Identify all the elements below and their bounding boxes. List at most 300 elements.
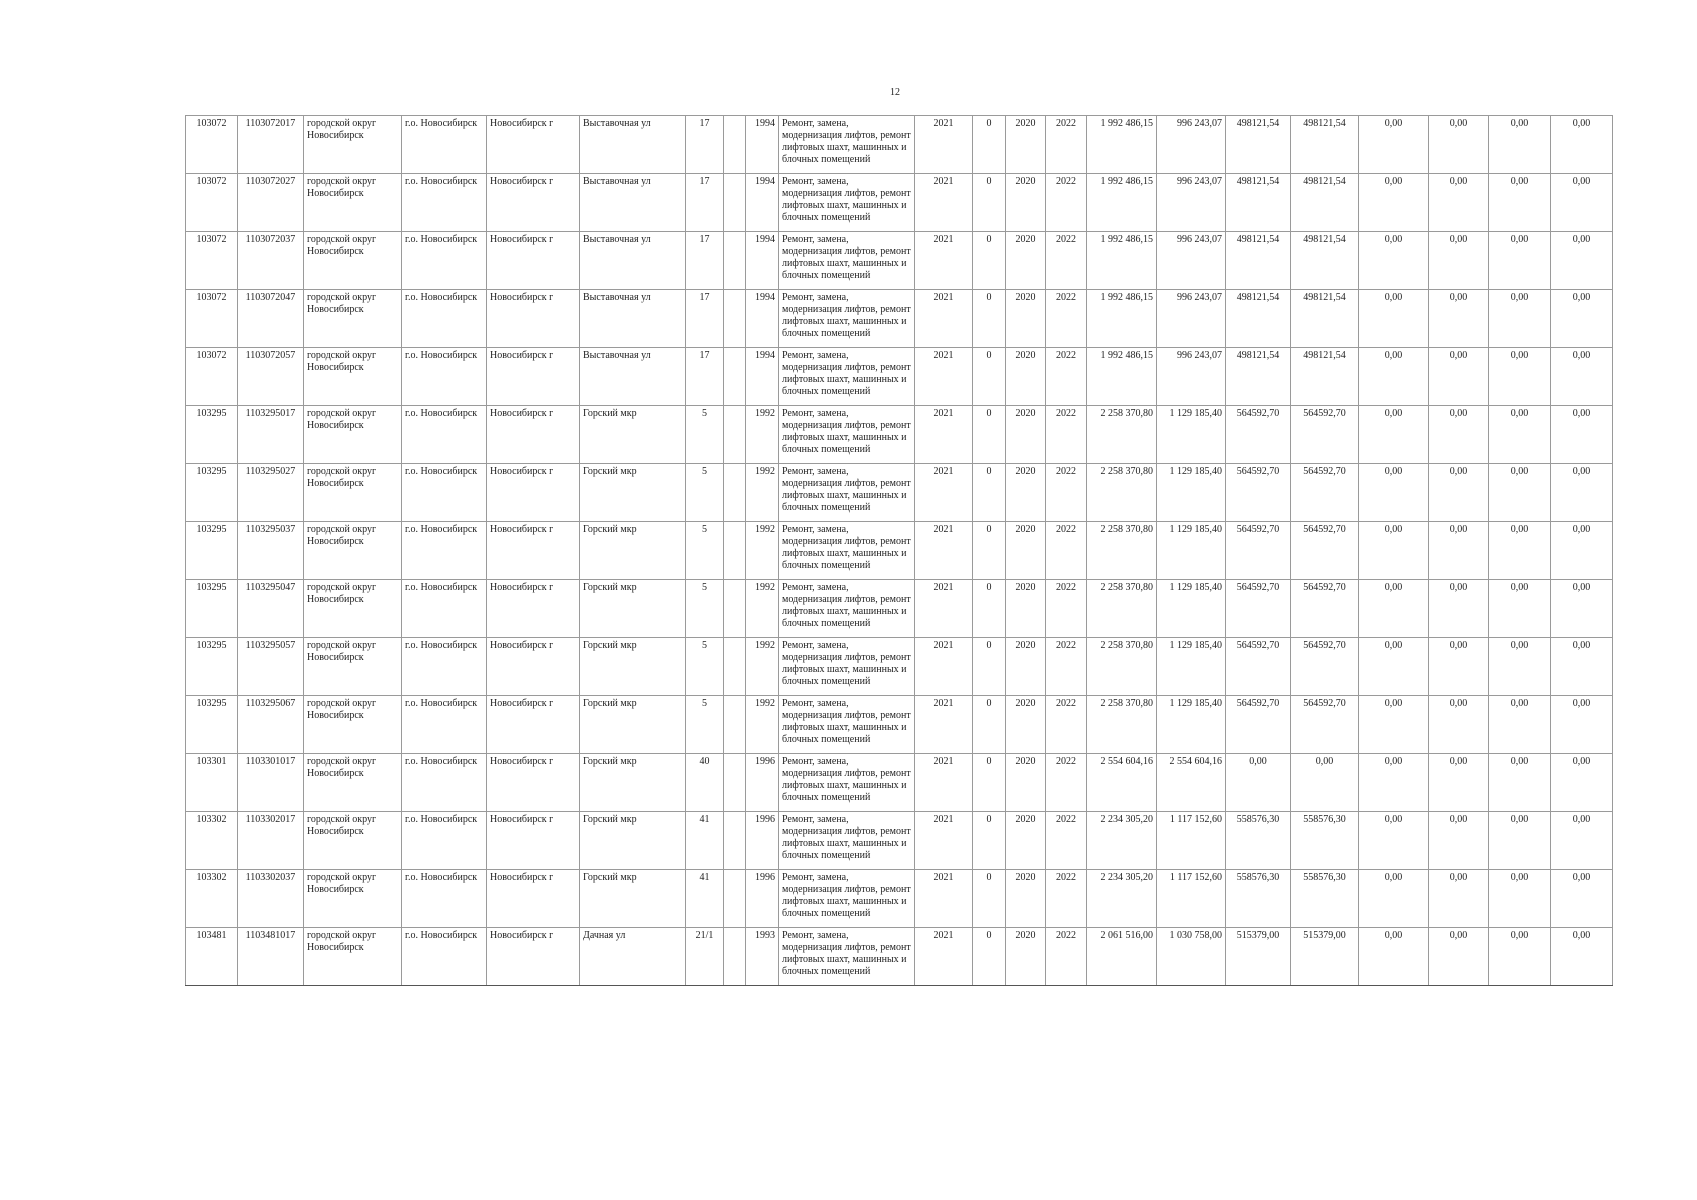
total-cost-cell: 2 554 604,16: [1087, 754, 1157, 812]
commission-year-cell: 1994: [746, 232, 779, 290]
total-cost-cell: 1 992 486,15: [1087, 348, 1157, 406]
other-cost-2-cell: 0,00: [1489, 348, 1551, 406]
street-cell: Выставочная ул: [580, 116, 686, 174]
municipality-cell: городской округ Новосибирск: [304, 812, 402, 870]
plan-year-cell: 2021: [915, 290, 973, 348]
street-cell: Выставочная ул: [580, 290, 686, 348]
plan-year-cell: 2021: [915, 464, 973, 522]
municipality-cell: городской округ Новосибирск: [304, 638, 402, 696]
fund-cost-cell: 1 129 185,40: [1157, 580, 1226, 638]
other-cost-1-cell: 0,00: [1429, 638, 1489, 696]
municipality-cell: городской округ Новосибирск: [304, 754, 402, 812]
settlement-cell: г.о. Новосибирск: [402, 870, 487, 928]
settlement-cell: г.о. Новосибирск: [402, 406, 487, 464]
plan-year-cell: 2021: [915, 754, 973, 812]
regional-cost-cell: 564592,70: [1226, 464, 1291, 522]
work-type-cell: Ремонт, замена, модернизация лифтов, ремонт лифтовых шахт, машинных и блочных помещений: [779, 754, 915, 812]
city-cell: Новосибирск г: [487, 232, 580, 290]
other-cost-3-cell: 0,00: [1551, 696, 1613, 754]
other-cost-1-cell: 0,00: [1429, 696, 1489, 754]
house-number-cell: 17: [686, 116, 724, 174]
other-cost-1-cell: 0,00: [1429, 116, 1489, 174]
total-cost-cell: 2 061 516,00: [1087, 928, 1157, 986]
fund-cost-cell: 996 243,07: [1157, 348, 1226, 406]
element-code-cell: 1103295027: [238, 464, 304, 522]
other-cost-3-cell: 0,00: [1551, 580, 1613, 638]
local-cost-cell: 515379,00: [1291, 928, 1359, 986]
local-cost-cell: 558576,30: [1291, 812, 1359, 870]
city-cell: Новосибирск г: [487, 290, 580, 348]
city-cell: Новосибирск г: [487, 406, 580, 464]
owners-cost-cell: 0,00: [1359, 348, 1429, 406]
period-start-cell: 2020: [1006, 348, 1046, 406]
commission-year-cell: 1992: [746, 638, 779, 696]
owners-cost-cell: 0,00: [1359, 638, 1429, 696]
flag-cell: 0: [973, 870, 1006, 928]
local-cost-cell: 498121,54: [1291, 348, 1359, 406]
period-start-cell: 2020: [1006, 928, 1046, 986]
table-row: [186, 754, 1613, 812]
building-cell: [724, 174, 746, 232]
other-cost-1-cell: 0,00: [1429, 754, 1489, 812]
house-code-cell: 103295: [186, 522, 238, 580]
period-start-cell: 2020: [1006, 870, 1046, 928]
commission-year-cell: 1994: [746, 290, 779, 348]
plan-year-cell: 2021: [915, 638, 973, 696]
settlement-cell: г.о. Новосибирск: [402, 812, 487, 870]
other-cost-3-cell: 0,00: [1551, 754, 1613, 812]
owners-cost-cell: 0,00: [1359, 812, 1429, 870]
municipality-cell: городской округ Новосибирск: [304, 406, 402, 464]
period-end-cell: 2022: [1046, 580, 1087, 638]
city-cell: Новосибирск г: [487, 754, 580, 812]
flag-cell: 0: [973, 406, 1006, 464]
other-cost-2-cell: 0,00: [1489, 174, 1551, 232]
house-code-cell: 103481: [186, 928, 238, 986]
total-cost-cell: 2 258 370,80: [1087, 696, 1157, 754]
total-cost-cell: 2 258 370,80: [1087, 522, 1157, 580]
other-cost-2-cell: 0,00: [1489, 580, 1551, 638]
building-cell: [724, 696, 746, 754]
period-end-cell: 2022: [1046, 522, 1087, 580]
commission-year-cell: 1996: [746, 870, 779, 928]
regional-cost-cell: 498121,54: [1226, 290, 1291, 348]
street-cell: Горский мкр: [580, 406, 686, 464]
total-cost-cell: 2 258 370,80: [1087, 580, 1157, 638]
building-cell: [724, 116, 746, 174]
local-cost-cell: 564592,70: [1291, 696, 1359, 754]
city-cell: Новосибирск г: [487, 870, 580, 928]
city-cell: Новосибирск г: [487, 928, 580, 986]
municipality-cell: городской округ Новосибирск: [304, 116, 402, 174]
period-end-cell: 2022: [1046, 174, 1087, 232]
plan-year-cell: 2021: [915, 812, 973, 870]
table-row: [186, 696, 1613, 754]
owners-cost-cell: 0,00: [1359, 580, 1429, 638]
building-cell: [724, 812, 746, 870]
settlement-cell: г.о. Новосибирск: [402, 174, 487, 232]
house-code-cell: 103295: [186, 696, 238, 754]
local-cost-cell: 564592,70: [1291, 464, 1359, 522]
local-cost-cell: 498121,54: [1291, 174, 1359, 232]
period-start-cell: 2020: [1006, 174, 1046, 232]
table-row: [186, 580, 1613, 638]
local-cost-cell: 0,00: [1291, 754, 1359, 812]
street-cell: Горский мкр: [580, 696, 686, 754]
house-code-cell: 103302: [186, 812, 238, 870]
local-cost-cell: 564592,70: [1291, 638, 1359, 696]
building-cell: [724, 928, 746, 986]
other-cost-3-cell: 0,00: [1551, 638, 1613, 696]
table-row: [186, 638, 1613, 696]
fund-cost-cell: 1 117 152,60: [1157, 870, 1226, 928]
house-number-cell: 41: [686, 870, 724, 928]
house-number-cell: 5: [686, 696, 724, 754]
local-cost-cell: 498121,54: [1291, 290, 1359, 348]
total-cost-cell: 1 992 486,15: [1087, 116, 1157, 174]
plan-year-cell: 2021: [915, 116, 973, 174]
regional-cost-cell: 564592,70: [1226, 696, 1291, 754]
table-row: [186, 928, 1613, 986]
fund-cost-cell: 1 129 185,40: [1157, 406, 1226, 464]
local-cost-cell: 564592,70: [1291, 406, 1359, 464]
work-type-cell: Ремонт, замена, модернизация лифтов, ремонт лифтовых шахт, машинных и блочных помещений: [779, 290, 915, 348]
other-cost-3-cell: 0,00: [1551, 290, 1613, 348]
total-cost-cell: 2 234 305,20: [1087, 812, 1157, 870]
other-cost-1-cell: 0,00: [1429, 406, 1489, 464]
other-cost-2-cell: 0,00: [1489, 812, 1551, 870]
municipality-cell: городской округ Новосибирск: [304, 522, 402, 580]
settlement-cell: г.о. Новосибирск: [402, 754, 487, 812]
element-code-cell: 1103072037: [238, 232, 304, 290]
plan-year-cell: 2021: [915, 696, 973, 754]
plan-year-cell: 2021: [915, 928, 973, 986]
settlement-cell: г.о. Новосибирск: [402, 348, 487, 406]
other-cost-1-cell: 0,00: [1429, 580, 1489, 638]
other-cost-2-cell: 0,00: [1489, 522, 1551, 580]
plan-year-cell: 2021: [915, 870, 973, 928]
element-code-cell: 1103295037: [238, 522, 304, 580]
commission-year-cell: 1993: [746, 928, 779, 986]
regional-cost-cell: 558576,30: [1226, 870, 1291, 928]
element-code-cell: 1103481017: [238, 928, 304, 986]
city-cell: Новосибирск г: [487, 580, 580, 638]
work-type-cell: Ремонт, замена, модернизация лифтов, ремонт лифтовых шахт, машинных и блочных помещений: [779, 116, 915, 174]
street-cell: Выставочная ул: [580, 348, 686, 406]
flag-cell: 0: [973, 638, 1006, 696]
fund-cost-cell: 1 129 185,40: [1157, 464, 1226, 522]
element-code-cell: 1103072057: [238, 348, 304, 406]
other-cost-2-cell: 0,00: [1489, 232, 1551, 290]
city-cell: Новосибирск г: [487, 464, 580, 522]
period-start-cell: 2020: [1006, 580, 1046, 638]
period-end-cell: 2022: [1046, 406, 1087, 464]
period-start-cell: 2020: [1006, 696, 1046, 754]
other-cost-2-cell: 0,00: [1489, 116, 1551, 174]
other-cost-3-cell: 0,00: [1551, 174, 1613, 232]
period-start-cell: 2020: [1006, 522, 1046, 580]
municipality-cell: городской округ Новосибирск: [304, 870, 402, 928]
fund-cost-cell: 1 030 758,00: [1157, 928, 1226, 986]
flag-cell: 0: [973, 580, 1006, 638]
work-type-cell: Ремонт, замена, модернизация лифтов, ремонт лифтовых шахт, машинных и блочных помещений: [779, 174, 915, 232]
work-type-cell: Ремонт, замена, модернизация лифтов, ремонт лифтовых шахт, машинных и блочных помещений: [779, 638, 915, 696]
commission-year-cell: 1996: [746, 812, 779, 870]
commission-year-cell: 1992: [746, 464, 779, 522]
flag-cell: 0: [973, 174, 1006, 232]
other-cost-3-cell: 0,00: [1551, 464, 1613, 522]
table-row: [186, 870, 1613, 928]
house-number-cell: 5: [686, 464, 724, 522]
table-row: [186, 116, 1613, 174]
building-cell: [724, 348, 746, 406]
street-cell: Горский мкр: [580, 464, 686, 522]
settlement-cell: г.о. Новосибирск: [402, 116, 487, 174]
other-cost-1-cell: 0,00: [1429, 232, 1489, 290]
work-type-cell: Ремонт, замена, модернизация лифтов, ремонт лифтовых шахт, машинных и блочных помещений: [779, 696, 915, 754]
plan-year-cell: 2021: [915, 232, 973, 290]
other-cost-1-cell: 0,00: [1429, 522, 1489, 580]
plan-year-cell: 2021: [915, 174, 973, 232]
table-row: [186, 522, 1613, 580]
commission-year-cell: 1992: [746, 522, 779, 580]
other-cost-1-cell: 0,00: [1429, 348, 1489, 406]
other-cost-2-cell: 0,00: [1489, 638, 1551, 696]
total-cost-cell: 2 234 305,20: [1087, 870, 1157, 928]
municipality-cell: городской округ Новосибирск: [304, 348, 402, 406]
building-cell: [724, 232, 746, 290]
building-cell: [724, 638, 746, 696]
work-type-cell: Ремонт, замена, модернизация лифтов, ремонт лифтовых шахт, машинных и блочных помещений: [779, 232, 915, 290]
flag-cell: 0: [973, 812, 1006, 870]
building-cell: [724, 464, 746, 522]
municipality-cell: городской округ Новосибирск: [304, 580, 402, 638]
flag-cell: 0: [973, 928, 1006, 986]
house-number-cell: 17: [686, 174, 724, 232]
owners-cost-cell: 0,00: [1359, 928, 1429, 986]
street-cell: Выставочная ул: [580, 174, 686, 232]
table-row: [186, 232, 1613, 290]
house-number-cell: 5: [686, 638, 724, 696]
commission-year-cell: 1996: [746, 754, 779, 812]
local-cost-cell: 564592,70: [1291, 522, 1359, 580]
period-start-cell: 2020: [1006, 116, 1046, 174]
other-cost-2-cell: 0,00: [1489, 406, 1551, 464]
house-number-cell: 17: [686, 348, 724, 406]
regional-cost-cell: 564592,70: [1226, 638, 1291, 696]
house-number-cell: 5: [686, 406, 724, 464]
owners-cost-cell: 0,00: [1359, 174, 1429, 232]
local-cost-cell: 564592,70: [1291, 580, 1359, 638]
other-cost-1-cell: 0,00: [1429, 290, 1489, 348]
municipality-cell: городской округ Новосибирск: [304, 696, 402, 754]
period-start-cell: 2020: [1006, 406, 1046, 464]
street-cell: Горский мкр: [580, 754, 686, 812]
total-cost-cell: 1 992 486,15: [1087, 174, 1157, 232]
municipality-cell: городской округ Новосибирск: [304, 290, 402, 348]
building-cell: [724, 870, 746, 928]
other-cost-1-cell: 0,00: [1429, 928, 1489, 986]
building-cell: [724, 290, 746, 348]
capital-repair-table: [185, 115, 1613, 986]
owners-cost-cell: 0,00: [1359, 522, 1429, 580]
other-cost-1-cell: 0,00: [1429, 464, 1489, 522]
table-row: [186, 464, 1613, 522]
flag-cell: 0: [973, 232, 1006, 290]
period-start-cell: 2020: [1006, 290, 1046, 348]
work-type-cell: Ремонт, замена, модернизация лифтов, ремонт лифтовых шахт, машинных и блочных помещений: [779, 870, 915, 928]
element-code-cell: 1103301017: [238, 754, 304, 812]
flag-cell: 0: [973, 116, 1006, 174]
other-cost-3-cell: 0,00: [1551, 812, 1613, 870]
settlement-cell: г.о. Новосибирск: [402, 580, 487, 638]
regional-cost-cell: 515379,00: [1226, 928, 1291, 986]
period-end-cell: 2022: [1046, 232, 1087, 290]
regional-cost-cell: 498121,54: [1226, 348, 1291, 406]
settlement-cell: г.о. Новосибирск: [402, 522, 487, 580]
city-cell: Новосибирск г: [487, 174, 580, 232]
plan-year-cell: 2021: [915, 522, 973, 580]
period-end-cell: 2022: [1046, 870, 1087, 928]
table-row: [186, 348, 1613, 406]
element-code-cell: 1103295057: [238, 638, 304, 696]
fund-cost-cell: 1 129 185,40: [1157, 522, 1226, 580]
plan-year-cell: 2021: [915, 406, 973, 464]
street-cell: Горский мкр: [580, 638, 686, 696]
flag-cell: 0: [973, 522, 1006, 580]
fund-cost-cell: 996 243,07: [1157, 116, 1226, 174]
street-cell: Горский мкр: [580, 522, 686, 580]
period-start-cell: 2020: [1006, 638, 1046, 696]
period-end-cell: 2022: [1046, 928, 1087, 986]
work-type-cell: Ремонт, замена, модернизация лифтов, ремонт лифтовых шахт, машинных и блочных помещений: [779, 928, 915, 986]
period-end-cell: 2022: [1046, 290, 1087, 348]
element-code-cell: 1103302017: [238, 812, 304, 870]
fund-cost-cell: 2 554 604,16: [1157, 754, 1226, 812]
period-end-cell: 2022: [1046, 116, 1087, 174]
other-cost-2-cell: 0,00: [1489, 696, 1551, 754]
city-cell: Новосибирск г: [487, 696, 580, 754]
element-code-cell: 1103072027: [238, 174, 304, 232]
other-cost-3-cell: 0,00: [1551, 406, 1613, 464]
other-cost-3-cell: 0,00: [1551, 522, 1613, 580]
element-code-cell: 1103072017: [238, 116, 304, 174]
street-cell: Горский мкр: [580, 580, 686, 638]
house-code-cell: 103295: [186, 406, 238, 464]
table-row: [186, 174, 1613, 232]
street-cell: Выставочная ул: [580, 232, 686, 290]
building-cell: [724, 406, 746, 464]
street-cell: Горский мкр: [580, 870, 686, 928]
house-number-cell: 5: [686, 522, 724, 580]
fund-cost-cell: 1 129 185,40: [1157, 696, 1226, 754]
settlement-cell: г.о. Новосибирск: [402, 638, 487, 696]
total-cost-cell: 1 992 486,15: [1087, 290, 1157, 348]
work-type-cell: Ремонт, замена, модернизация лифтов, ремонт лифтовых шахт, машинных и блочных помещений: [779, 522, 915, 580]
building-cell: [724, 522, 746, 580]
fund-cost-cell: 996 243,07: [1157, 232, 1226, 290]
plan-year-cell: 2021: [915, 348, 973, 406]
regional-cost-cell: 498121,54: [1226, 232, 1291, 290]
flag-cell: 0: [973, 754, 1006, 812]
municipality-cell: городской округ Новосибирск: [304, 174, 402, 232]
fund-cost-cell: 1 117 152,60: [1157, 812, 1226, 870]
other-cost-2-cell: 0,00: [1489, 928, 1551, 986]
other-cost-2-cell: 0,00: [1489, 290, 1551, 348]
settlement-cell: г.о. Новосибирск: [402, 928, 487, 986]
house-number-cell: 17: [686, 290, 724, 348]
municipality-cell: городской округ Новосибирск: [304, 232, 402, 290]
regional-cost-cell: 498121,54: [1226, 116, 1291, 174]
local-cost-cell: 558576,30: [1291, 870, 1359, 928]
period-end-cell: 2022: [1046, 754, 1087, 812]
fund-cost-cell: 996 243,07: [1157, 174, 1226, 232]
municipality-cell: городской округ Новосибирск: [304, 464, 402, 522]
owners-cost-cell: 0,00: [1359, 290, 1429, 348]
period-end-cell: 2022: [1046, 348, 1087, 406]
city-cell: Новосибирск г: [487, 348, 580, 406]
period-end-cell: 2022: [1046, 464, 1087, 522]
other-cost-3-cell: 0,00: [1551, 232, 1613, 290]
page-number: 12: [890, 87, 900, 98]
house-code-cell: 103295: [186, 638, 238, 696]
work-type-cell: Ремонт, замена, модернизация лифтов, ремонт лифтовых шахт, машинных и блочных помещений: [779, 348, 915, 406]
element-code-cell: 1103302037: [238, 870, 304, 928]
total-cost-cell: 2 258 370,80: [1087, 464, 1157, 522]
flag-cell: 0: [973, 290, 1006, 348]
fund-cost-cell: 996 243,07: [1157, 290, 1226, 348]
city-cell: Новосибирск г: [487, 638, 580, 696]
flag-cell: 0: [973, 348, 1006, 406]
table-row: [186, 812, 1613, 870]
owners-cost-cell: 0,00: [1359, 232, 1429, 290]
owners-cost-cell: 0,00: [1359, 116, 1429, 174]
house-number-cell: 5: [686, 580, 724, 638]
regional-cost-cell: 564592,70: [1226, 406, 1291, 464]
work-type-cell: Ремонт, замена, модернизация лифтов, ремонт лифтовых шахт, машинных и блочных помещений: [779, 812, 915, 870]
regional-cost-cell: 558576,30: [1226, 812, 1291, 870]
work-type-cell: Ремонт, замена, модернизация лифтов, ремонт лифтовых шахт, машинных и блочных помещений: [779, 580, 915, 638]
element-code-cell: 1103295067: [238, 696, 304, 754]
other-cost-2-cell: 0,00: [1489, 870, 1551, 928]
regional-cost-cell: 564592,70: [1226, 580, 1291, 638]
building-cell: [724, 580, 746, 638]
period-end-cell: 2022: [1046, 696, 1087, 754]
municipality-cell: городской округ Новосибирск: [304, 928, 402, 986]
commission-year-cell: 1994: [746, 348, 779, 406]
element-code-cell: 1103295047: [238, 580, 304, 638]
period-start-cell: 2020: [1006, 464, 1046, 522]
other-cost-3-cell: 0,00: [1551, 116, 1613, 174]
house-code-cell: 103302: [186, 870, 238, 928]
period-end-cell: 2022: [1046, 638, 1087, 696]
house-code-cell: 103295: [186, 464, 238, 522]
house-number-cell: 40: [686, 754, 724, 812]
other-cost-1-cell: 0,00: [1429, 870, 1489, 928]
other-cost-2-cell: 0,00: [1489, 464, 1551, 522]
period-start-cell: 2020: [1006, 812, 1046, 870]
owners-cost-cell: 0,00: [1359, 870, 1429, 928]
settlement-cell: г.о. Новосибирск: [402, 232, 487, 290]
table-row: [186, 406, 1613, 464]
regional-cost-cell: 0,00: [1226, 754, 1291, 812]
total-cost-cell: 2 258 370,80: [1087, 406, 1157, 464]
building-cell: [724, 754, 746, 812]
table-body: [186, 116, 1613, 986]
city-cell: Новосибирск г: [487, 116, 580, 174]
other-cost-1-cell: 0,00: [1429, 812, 1489, 870]
total-cost-cell: 1 992 486,15: [1087, 232, 1157, 290]
